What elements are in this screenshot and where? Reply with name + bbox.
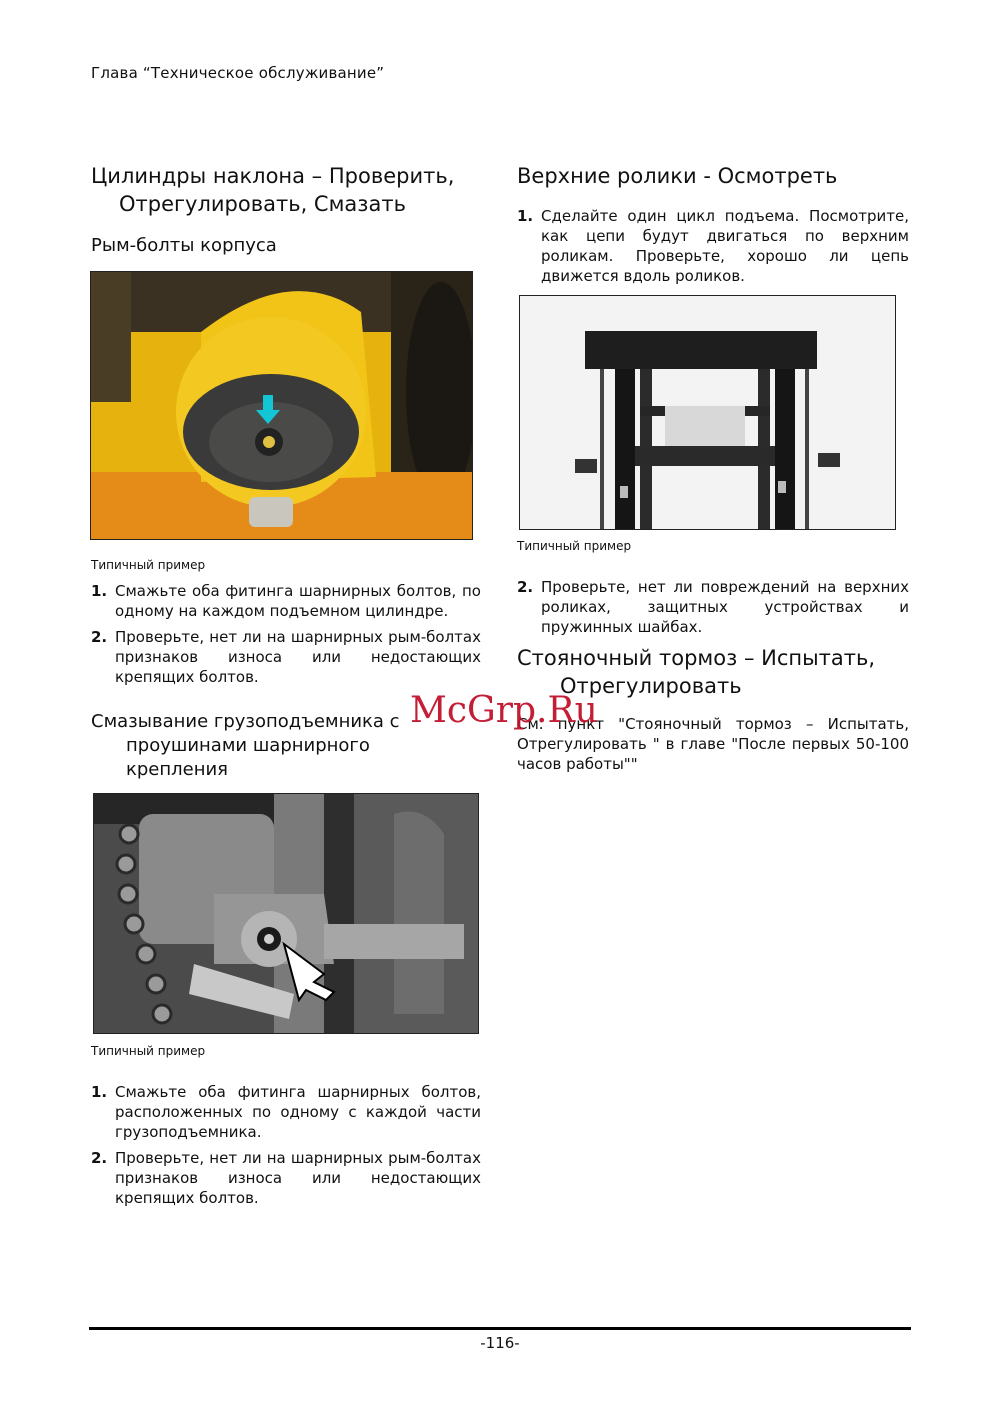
title-line1: Цилиндры наклона – Проверить, (91, 164, 455, 188)
item-number: 2. (517, 578, 534, 596)
title-line3: крепления (126, 759, 229, 780)
list-section1 (91, 581, 481, 687)
item-text: Проверьте, нет ли на шарнирных рым-болтах признаков износа или недостающих крепящих болтов. (115, 1149, 481, 1207)
title-line1: Стояночный тормоз – Испытать, (517, 646, 876, 670)
caption-photo1: Типичный пример (91, 558, 206, 572)
parking-brake-reference: См. пункт "Стояночный тормоз – Испытать, Отрегулировать " в главе "После первых 50-100 часов работы"" (517, 715, 909, 773)
subtitle-eye-bolts: Рым-болты корпуса (91, 235, 277, 256)
mast-top-illustration (520, 296, 895, 529)
list-item (91, 581, 481, 621)
item-number: 1. (91, 1083, 108, 1101)
list-item (91, 1082, 481, 1142)
photo-tilt-cylinder (90, 271, 473, 540)
tilt-cylinder-illustration (91, 272, 472, 539)
item-number: 1. (517, 207, 534, 225)
chapter-header: Глава “Техническое обслуживание” (91, 64, 385, 82)
list-item (517, 206, 909, 286)
item-text: Смажьте оба фитинга шарнирных болтов, по одному на каждом подъемном цилиндре. (115, 582, 481, 620)
list-section2 (91, 1082, 481, 1208)
item-number: 2. (91, 628, 108, 646)
item-text: Сделайте один цикл подъема. Посмотрите, как цепи будут двигаться по верхним роликам. Проверьте, хорошо ли цепь движется вдоль роликов. (541, 207, 909, 285)
item-text: Проверьте, нет ли на шарнирных рым-болтах признаков износа или недостающих крепящих болтов. (115, 628, 481, 686)
title-line2: Отрегулировать, Смазать (119, 192, 406, 216)
footer-rule (89, 1327, 911, 1330)
list-item (91, 1148, 481, 1208)
title-line1: Смазывание грузоподъемника с (91, 711, 400, 732)
list-section3-a (517, 206, 909, 286)
list-section3-b (517, 577, 909, 637)
caption-photo2: Типичный пример (91, 1044, 206, 1058)
title-line2: проушинами шарнирного (126, 735, 370, 756)
photo-mast-pivot (93, 793, 479, 1034)
section-title-upper-rollers: Верхние ролики - Осмотреть (517, 164, 838, 188)
item-number: 1. (91, 582, 108, 600)
photo-mast-top (519, 295, 896, 530)
section-title-tilt-cylinders (91, 162, 491, 218)
list-item (91, 627, 481, 687)
mast-pivot-illustration (94, 794, 478, 1033)
caption-photo3: Типичный пример (517, 539, 632, 553)
page-number: -116- (480, 1334, 520, 1352)
item-number: 2. (91, 1149, 108, 1167)
title-line2: Отрегулировать (560, 674, 742, 698)
list-item (517, 577, 909, 637)
item-text: Смажьте оба фитинга шарнирных болтов, расположенных по одному с каждой части грузоподъемника. (115, 1083, 481, 1141)
watermark: McGrp.Ru (410, 690, 598, 731)
item-text: Проверьте, нет ли повреждений на верхних роликах, защитных устройствах и пружинных шайбах. (541, 578, 909, 636)
